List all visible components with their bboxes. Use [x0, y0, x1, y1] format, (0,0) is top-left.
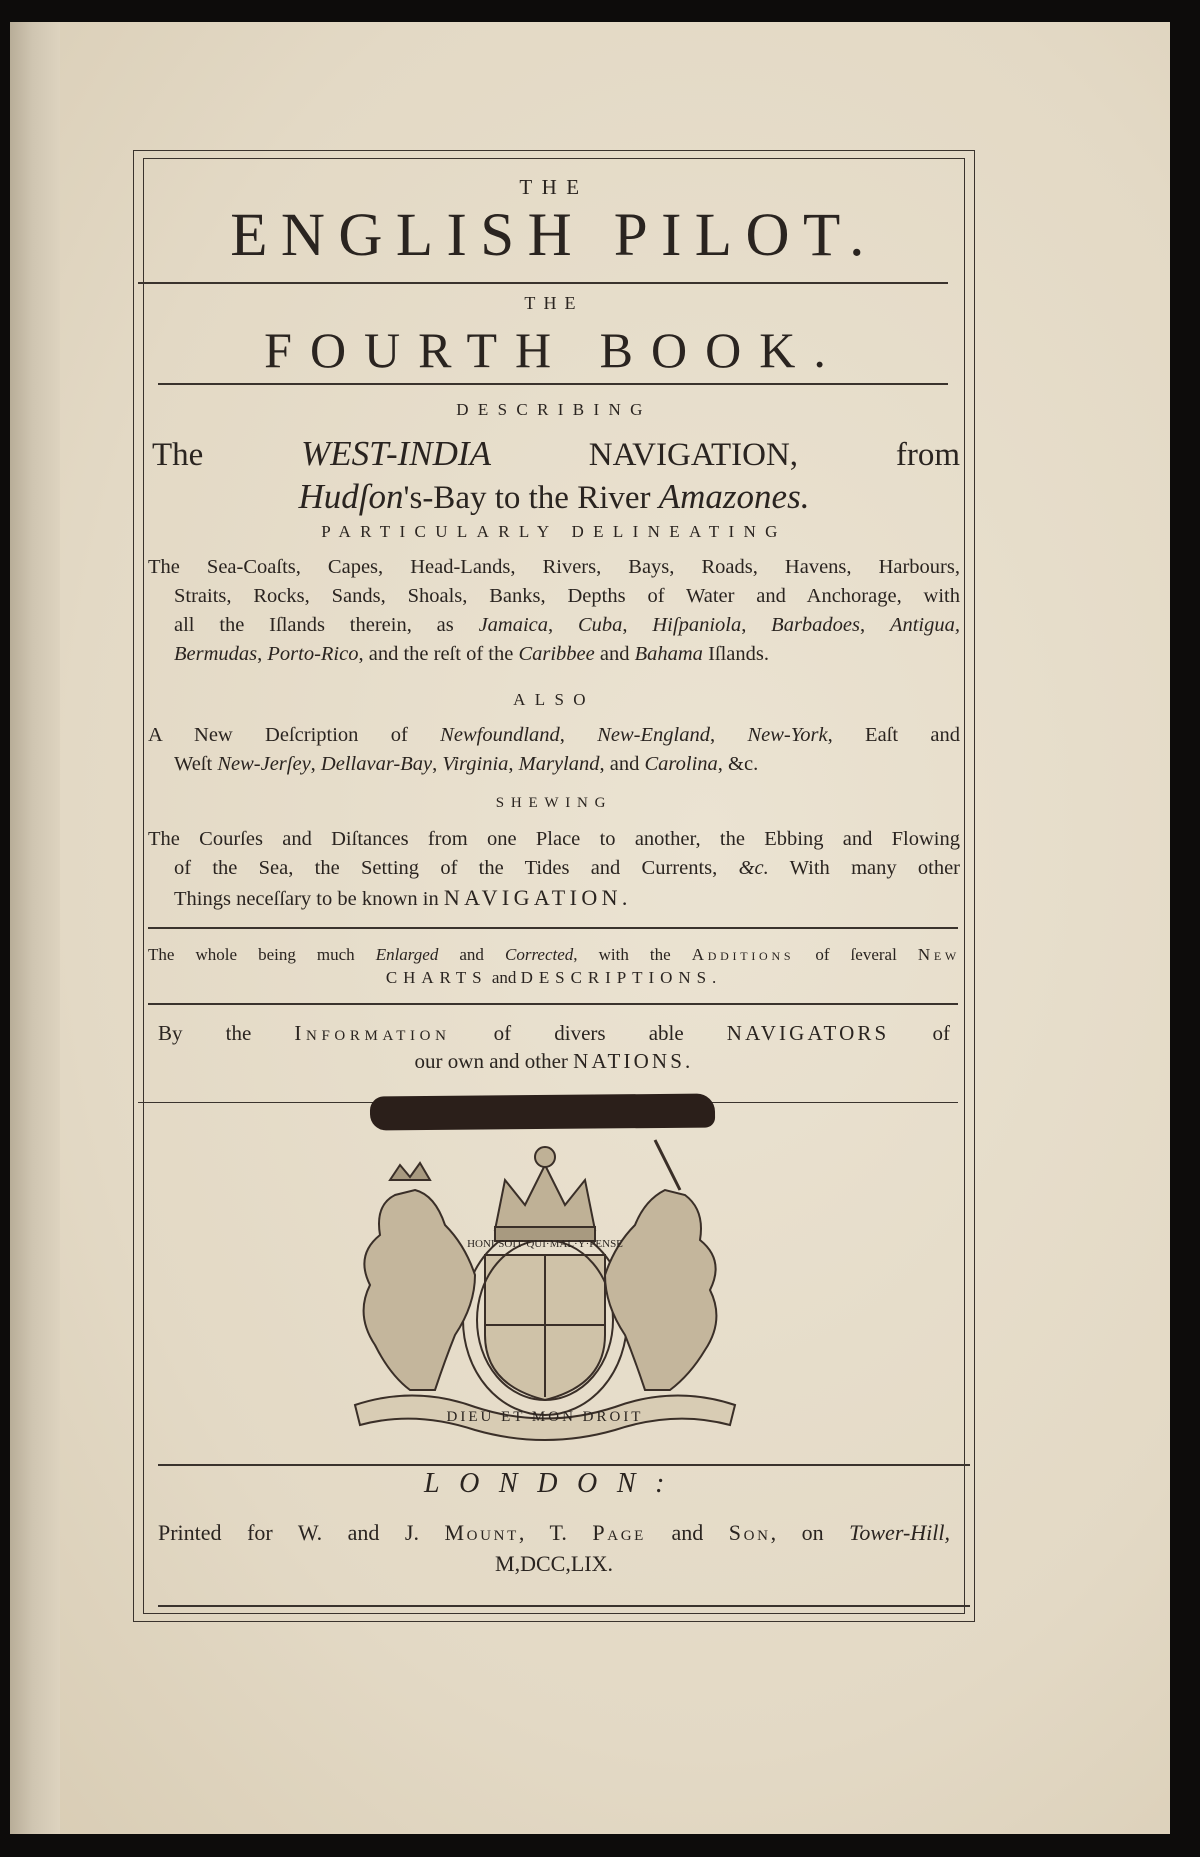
ink-redaction — [370, 1093, 715, 1130]
imprint-year: M,DCC,LIX. — [495, 1551, 613, 1576]
royal-coat-of-arms — [335, 1135, 755, 1445]
rule-4 — [148, 1003, 958, 1005]
shewing-paragraph — [148, 825, 960, 914]
particularly-line-1: The Sea-Coaſts, Capes, Head-Lands, Rivers, Bays, Roads, Havens, Harbours, — [148, 556, 960, 578]
rule-6 — [158, 1464, 970, 1466]
by-line-2: our own and other NATIONS. — [414, 1049, 694, 1073]
imprint-line-1: Printed for W. and J. Mount, T. Page and Son, on Tower-Hill, — [158, 1520, 950, 1545]
particularly-line-2: Straits, Rocks, Sands, Shoals, Banks, Depths of Water and Anchorage, with — [174, 585, 960, 607]
headline-line-2: Hudſon's-Bay to the River Amazones. — [298, 476, 810, 516]
also-line-1: A New Deſcription of Newfoundland, New-England, New-York, Eaſt and — [148, 724, 960, 746]
imprint — [148, 1517, 960, 1579]
headline — [148, 433, 960, 518]
rule-2 — [158, 383, 948, 385]
shewing-line-3: Things neceſſary to be known in NAVIGATION. — [174, 885, 632, 910]
shewing-label: SHEWING — [495, 795, 613, 811]
by-paragraph — [148, 1019, 960, 1075]
rule-1 — [138, 282, 948, 284]
rule-3 — [148, 927, 958, 929]
the-label-1: THE — [519, 175, 589, 199]
whole-line-2: CHARTS and DESCRIPTIONS. — [385, 968, 723, 987]
particularly-line-3: all the Iſlands therein, as Jamaica, Cuba, Hiſpaniola, Barbadoes, Antigua, — [174, 614, 960, 636]
shewing-line-1: The Courſes and Diſtances from one Place to another, the Ebbing and Flowing — [148, 828, 960, 850]
the-label-2: THE — [524, 293, 584, 313]
garter-motto: HONI·SOIT·QUI·MAL·Y·PENSE — [467, 1238, 623, 1250]
headline-line-1: The WEST-INDIA NAVIGATION, from — [152, 434, 960, 473]
sub-title: FOURTH BOOK. — [264, 322, 844, 378]
whole-line-1: The whole being much Enlarged and Corrected, with the Additions of ſeveral New — [148, 945, 960, 964]
particularly-label: PARTICULARLY DELINEATING — [321, 522, 787, 541]
by-line-1: By the Information of divers able NAVIGATORS of — [158, 1021, 950, 1045]
ribbon-motto: DIEU ET MON DROIT — [446, 1409, 644, 1425]
also-label: ALSO — [513, 690, 595, 709]
whole-paragraph — [148, 943, 960, 989]
particularly-paragraph — [148, 553, 960, 669]
rule-7 — [158, 1605, 970, 1607]
also-line-2: Weſt New-Jerſey, Dellavar-Bay, Virginia, Maryland, and Carolina, &c. — [174, 753, 759, 775]
describing-label: DESCRIBING — [456, 400, 652, 419]
imprint-city: LONDON: — [423, 1468, 685, 1499]
particularly-line-4: Bermudas, Porto-Rico, and the reſt of the Caribbee and Bahama Iſlands. — [174, 643, 769, 665]
page-gutter — [10, 22, 60, 1834]
main-title: ENGLISH PILOT. — [230, 202, 878, 269]
shewing-line-2: of the Sea, the Setting of the Tides and Currents, &c. With many other — [174, 857, 961, 879]
also-paragraph — [148, 721, 960, 779]
